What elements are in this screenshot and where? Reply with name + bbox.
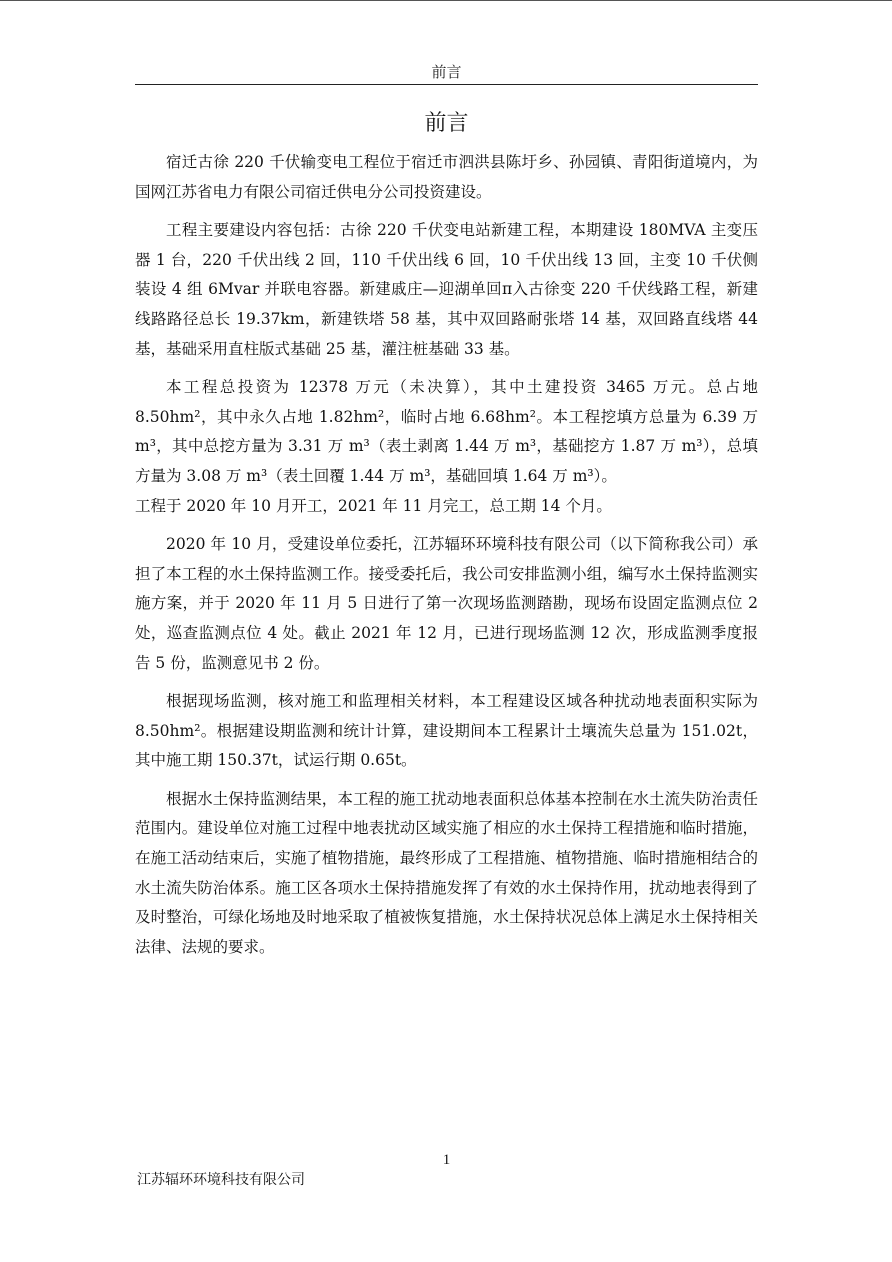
paragraph-monitoring-results: 根据现场监测，核对施工和监理相关材料，本工程建设区域各种扰动地表面积实际为 8.50hm²。根据建设期监测和统计计算，建设期间本工程累计土壤流失总量为 151.02t，其中施工期 150.37t，试运行期 0.65t。	[135, 692, 758, 770]
header-divider	[135, 84, 758, 85]
footer-company-name: 江苏辐环环境科技有限公司	[137, 1172, 305, 1188]
page-title: 前言	[424, 111, 469, 136]
paragraph-project-location: 宿迁古徐 220 千伏输变电工程位于宿迁市泗洪县陈圩乡、孙园镇、青阳街道境内，为国网江苏省电力有限公司宿迁供电分公司投资建设。	[135, 153, 758, 201]
running-header: 前言	[431, 63, 462, 81]
paragraph-construction-scope: 工程主要建设内容包括：古徐 220 千伏变电站新建工程，本期建设 180MVA 主变压器 1 台，220 千伏出线 2 回，110 千伏出线 6 回，10 千伏出线 13 回，主变 10 千伏侧装设 4 组 6Mvar 并联电容器。新建戚庄—迎湖单回π入古徐变 220 千伏线路工程，新建线路路径总长 19.37km，新建铁塔 58 基，其中双回路耐张塔 14 基，双回路直线塔 44 基，基础采用直柱版式基础 25 基，灌注桩基础 33 基。	[135, 221, 758, 358]
paragraph-construction-period: 工程于 2020 年 10 月开工，2021 年 11 月完工，总工期 14 个月。	[135, 496, 612, 515]
paragraph-investment-and-earthwork: 本工程总投资为 12378 万元（未决算），其中土建投资 3465 万元。总占地 8.50hm²，其中永久占地 1.82hm²，临时占地 6.68hm²。本工程挖填方总量为 6.39 万 m³，其中总挖方量为 3.31 万 m³（表土剥离 1.44 万 m³，基础挖方 1.87 万 m³），总填方量为 3.08 万 m³（表土回覆 1.44 万 m³，基础回填 1.64 万 m³）。	[135, 378, 758, 485]
paragraph-monitoring-work: 2020 年 10 月，受建设单位委托，江苏辐环环境科技有限公司（以下简称我公司）承担了本工程的水土保持监测工作。接受委托后，我公司安排监测小组，编写水土保持监测实施方案，并于 2020 年 11 月 5 日进行了第一次现场监测踏勘，现场布设固定监测点位 2 处，巡查监测点位 4 处。截止 2021 年 12 月，已进行现场监测 12 次，形成监测季度报告 5 份，监测意见书 2 份。	[135, 535, 758, 672]
page-number: 1	[442, 1152, 451, 1168]
paragraph-conclusion: 根据水土保持监测结果，本工程的施工扰动地表面积总体基本控制在水土流失防治责任范围内。建设单位对施工过程中地表扰动区域实施了相应的水土保持工程措施和临时措施，在施工活动结束后，实施了植物措施，最终形成了工程措施、植物措施、临时措施相结合的水土流失防治体系。施工区各项水土保持措施发挥了有效的水土保持作用，扰动地表得到了及时整治，可绿化场地及时地采取了植被恢复措施，水土保持状况总体上满足水土保持相关法律、法规的要求。	[135, 789, 758, 956]
page-top-border	[0, 0, 892, 1]
document-body	[135, 148, 758, 971]
